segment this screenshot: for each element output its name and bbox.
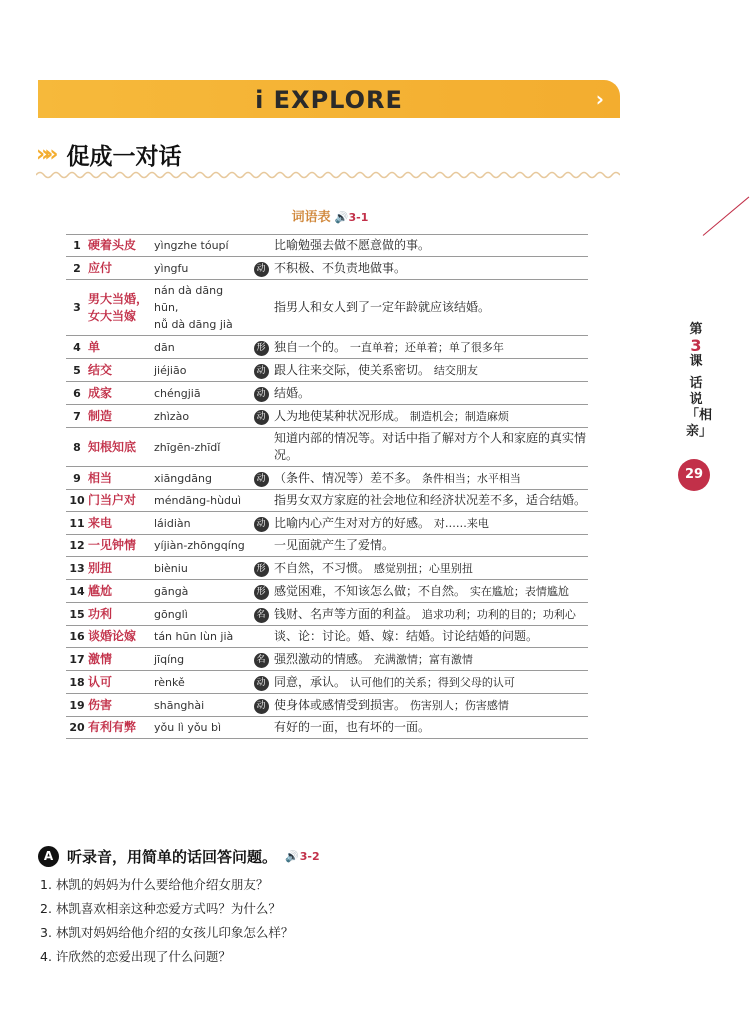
- definition-text: 谈、论：讨论。婚、嫁：结婚。讨论结婚的问题。: [274, 629, 539, 643]
- vocab-row: [66, 382, 588, 405]
- vocab-definition: [274, 359, 588, 382]
- vocab-number: 1: [66, 235, 88, 257]
- vocab-row: [66, 512, 588, 535]
- vocab-pinyin: yìngzhe tóupí: [154, 235, 248, 257]
- section-title: 促成一对话: [66, 143, 182, 170]
- task-instruction: 听录音，用简单的话回答问题。: [67, 848, 278, 866]
- vocab-pos: [248, 535, 274, 557]
- vocab-word: 激情: [88, 648, 154, 671]
- vocab-row: [66, 694, 588, 717]
- banner-arrow-icon[interactable]: ›: [595, 87, 604, 111]
- vocab-number: 5: [66, 359, 88, 382]
- question-list: [40, 875, 293, 971]
- vocab-word: 别扭: [88, 557, 154, 580]
- vocab-definition: [274, 428, 588, 467]
- vocab-row: [66, 580, 588, 603]
- vocab-pos: [248, 580, 274, 603]
- vocab-pos: [248, 467, 274, 490]
- question-item: 1. 林凯的妈妈为什么要给他介绍女朋友？: [40, 877, 269, 892]
- vocab-row: [66, 626, 588, 648]
- vocab-pos: [248, 359, 274, 382]
- definition-text: 同意，承认。: [274, 674, 347, 689]
- definition-text: 感觉困难，不知该怎么做；不自然。: [274, 583, 467, 598]
- vocab-pos: [248, 490, 274, 512]
- definition-text: 结婚。: [274, 385, 311, 400]
- definition-text: 比喻内心产生对对方的好感。: [274, 515, 431, 530]
- vocab-pos: [248, 280, 274, 336]
- vocab-pos: [248, 671, 274, 694]
- vocab-word: 谈婚论嫁: [88, 626, 154, 648]
- vocab-word: 伤害: [88, 694, 154, 717]
- vocab-word: 知根知底: [88, 428, 154, 467]
- vocab-word: 成家: [88, 382, 154, 405]
- definition-text: 不自然，不习惯。: [274, 560, 371, 575]
- definition-text: 跟人往来交际，使关系密切。: [274, 362, 431, 377]
- vocab-pinyin: jiéjiāo: [154, 359, 248, 382]
- vocab-pinyin: méndāng-hùduì: [154, 490, 248, 512]
- task-audio-track[interactable]: 3-2: [299, 850, 320, 863]
- part-of-speech-badge: 动: [254, 364, 269, 379]
- vocab-row: [66, 557, 588, 580]
- vocab-definition: [274, 603, 588, 626]
- vocab-definition: [274, 535, 588, 557]
- definition-text: 知道内部的情况等。对话中指了解对方个人和家庭的真实情况。: [274, 431, 587, 462]
- vocab-number: 18: [66, 671, 88, 694]
- part-of-speech-badge: 动: [254, 676, 269, 691]
- vocab-row: [66, 428, 588, 467]
- part-of-speech-badge: 动: [254, 387, 269, 402]
- banner-title: i EXPLORE: [255, 86, 403, 114]
- vocab-row: [66, 535, 588, 557]
- definition-text: 不积极、不负责地做事。: [274, 260, 407, 275]
- vocab-pos: [248, 717, 274, 739]
- example-text: 制造机会；制造麻烦: [409, 409, 509, 423]
- vocab-definition: [274, 280, 588, 336]
- example-text: 充满激情；富有激情: [373, 652, 473, 666]
- vocab-pos: [248, 512, 274, 535]
- example-text: 结交朋友: [433, 363, 478, 377]
- definition-text: 指男女双方家庭的社会地位和经济状况差不多，适合结婚。: [274, 493, 587, 507]
- vocab-definition: [274, 671, 588, 694]
- vocab-word: 应付: [88, 257, 154, 280]
- task-badge: A: [38, 846, 59, 867]
- lesson-suffix: 课: [689, 354, 703, 369]
- vocab-definition: [274, 580, 588, 603]
- definition-text: 人为地使某种状况形成。: [274, 408, 407, 423]
- vocab-word: 门当户对: [88, 490, 154, 512]
- definition-text: 钱财、名声等方面的利益。: [274, 606, 419, 621]
- vocab-pinyin: zhīgēn-zhīdǐ: [154, 428, 248, 467]
- vocab-pos: [248, 336, 274, 359]
- vocab-pinyin: bièniu: [154, 557, 248, 580]
- question-item: 3. 林凯对妈妈给他介绍的女孩儿印象怎么样？: [40, 925, 294, 940]
- vocab-pinyin: láidiàn: [154, 512, 248, 535]
- vocab-table: [66, 234, 588, 739]
- vocab-definition: [274, 490, 588, 512]
- example-text: 一直单着；还单着；单了很多年: [349, 340, 504, 354]
- vocab-pinyin: yíjiàn-zhōngqíng: [154, 535, 248, 557]
- definition-text: 独自一个的。: [274, 339, 347, 354]
- vocab-pos: [248, 405, 274, 428]
- vocab-word: 认可: [88, 671, 154, 694]
- vocab-definition: [274, 235, 588, 257]
- vocab-definition: [274, 405, 588, 428]
- vocab-pinyin: chéngjiā: [154, 382, 248, 405]
- example-text: 感觉别扭；心里别扭: [373, 561, 473, 575]
- vocab-word: 有利有弊: [88, 717, 154, 739]
- section-header: [36, 137, 181, 171]
- question-item: 2. 林凯喜欢相亲这种恋爱方式吗？为什么？: [40, 901, 281, 916]
- explore-banner: [38, 80, 620, 118]
- vocab-word: 硬着头皮: [88, 235, 154, 257]
- vocab-heading: [0, 206, 660, 225]
- vocab-number: 13: [66, 557, 88, 580]
- lesson-topic: 话说「相亲」: [686, 376, 713, 439]
- part-of-speech-badge: 动: [254, 262, 269, 277]
- vocab-number: 9: [66, 467, 88, 490]
- vocab-pos: [248, 603, 274, 626]
- page-number: 29: [678, 459, 710, 491]
- lesson-number: 3: [690, 336, 702, 355]
- vocab-word: 一见钟情: [88, 535, 154, 557]
- vocab-definition: [274, 467, 588, 490]
- vocab-pos: [248, 257, 274, 280]
- speaker-icon[interactable]: 🔊: [334, 211, 349, 224]
- part-of-speech-badge: 形: [254, 562, 269, 577]
- vocab-pos: [248, 648, 274, 671]
- vocab-definition: [274, 717, 588, 739]
- part-of-speech-badge: 名: [254, 608, 269, 623]
- vocab-number: 7: [66, 405, 88, 428]
- vocab-definition: [274, 382, 588, 405]
- part-of-speech-badge: 动: [254, 472, 269, 487]
- vocab-pinyin: shānghài: [154, 694, 248, 717]
- vocab-row: [66, 280, 588, 336]
- vocab-pos: [248, 235, 274, 257]
- definition-text: 有好的一面，也有坏的一面。: [274, 720, 431, 734]
- vocab-word: 制造: [88, 405, 154, 428]
- vocab-word: 结交: [88, 359, 154, 382]
- vocab-word: 单: [88, 336, 154, 359]
- vocab-pinyin: gōnglì: [154, 603, 248, 626]
- vocab-number: 19: [66, 694, 88, 717]
- vocab-pos: [248, 382, 274, 405]
- vocab-definition: [274, 694, 588, 717]
- vocab-audio-track[interactable]: 3-1: [348, 211, 369, 224]
- vocab-title: 词语表: [291, 210, 331, 225]
- vocab-row: [66, 717, 588, 739]
- example-text: 条件相当；水平相当: [421, 471, 521, 485]
- vocab-pinyin: tán hūn lùn jià: [154, 626, 248, 648]
- vocab-number: 15: [66, 603, 88, 626]
- vocab-number: 3: [66, 280, 88, 336]
- vocab-row: [66, 490, 588, 512]
- example-text: 认可他们的关系；得到父母的认可: [349, 675, 515, 689]
- double-chevron-icon: »»: [36, 141, 53, 167]
- definition-text: 强烈激动的情感。: [274, 651, 371, 666]
- speaker-icon[interactable]: 🔊: [285, 850, 299, 863]
- part-of-speech-badge: 动: [254, 699, 269, 714]
- definition-text: 指男人和女人到了一定年龄就应该结婚。: [274, 300, 491, 314]
- vocab-definition: [274, 257, 588, 280]
- vocab-pinyin: yǒu lì yǒu bì: [154, 717, 248, 739]
- vocab-row: [66, 235, 588, 257]
- lesson-prefix: 第: [689, 322, 703, 337]
- part-of-speech-badge: 形: [254, 585, 269, 600]
- vocab-number: 4: [66, 336, 88, 359]
- vocab-number: 20: [66, 717, 88, 739]
- vocab-word: 功利: [88, 603, 154, 626]
- vocab-pinyin: rènkě: [154, 671, 248, 694]
- vocab-row: [66, 336, 588, 359]
- example-text: 伤害别人；伤害感情: [409, 698, 509, 712]
- vocab-pinyin: xiāngdāng: [154, 467, 248, 490]
- vocab-definition: [274, 336, 588, 359]
- vocab-pos: [248, 557, 274, 580]
- part-of-speech-badge: 形: [254, 341, 269, 356]
- vocab-word: 尴尬: [88, 580, 154, 603]
- vocab-pinyin: zhìzào: [154, 405, 248, 428]
- vocab-number: 12: [66, 535, 88, 557]
- vocab-word: 相当: [88, 467, 154, 490]
- vocab-number: 17: [66, 648, 88, 671]
- vocab-definition: [274, 648, 588, 671]
- task-header: [38, 846, 320, 867]
- vocab-word: 来电: [88, 512, 154, 535]
- lesson-tab: [686, 322, 713, 440]
- example-text: 追求功利；功利的目的；功利心: [421, 607, 576, 621]
- vocab-row: [66, 405, 588, 428]
- vocab-pinyin: yìngfu: [154, 257, 248, 280]
- vocab-row: [66, 648, 588, 671]
- vocab-row: [66, 671, 588, 694]
- vocab-number: 11: [66, 512, 88, 535]
- vocab-pinyin: gāngà: [154, 580, 248, 603]
- vocab-row: [66, 603, 588, 626]
- wavy-divider: [36, 170, 620, 180]
- vocab-row: [66, 359, 588, 382]
- definition-text: 使身体或感情受到损害。: [274, 697, 407, 712]
- vocab-pinyin: dān: [154, 336, 248, 359]
- vocab-word: 男大当婚， 女大当嫁: [88, 280, 154, 336]
- vocab-row: [66, 257, 588, 280]
- part-of-speech-badge: 动: [254, 517, 269, 532]
- vocab-number: 10: [66, 490, 88, 512]
- definition-text: 比喻勉强去做不愿意做的事。: [274, 238, 431, 252]
- vocab-pinyin: nán dà dāng hūn, nǚ dà dāng jià: [154, 280, 248, 336]
- vocab-number: 8: [66, 428, 88, 467]
- part-of-speech-badge: 动: [254, 410, 269, 425]
- definition-text: （条件、情况等）差不多。: [274, 470, 419, 485]
- example-text: 实在尴尬；表情尴尬: [469, 584, 569, 598]
- definition-text: 一见面就产生了爱情。: [274, 538, 395, 552]
- vocab-pos: [248, 428, 274, 467]
- vocab-pos: [248, 694, 274, 717]
- part-of-speech-badge: 名: [254, 653, 269, 668]
- vocab-number: 6: [66, 382, 88, 405]
- sidebar-accent-line: [703, 197, 750, 236]
- vocab-definition: [274, 512, 588, 535]
- vocab-row: [66, 467, 588, 490]
- vocab-definition: [274, 557, 588, 580]
- vocab-pos: [248, 626, 274, 648]
- vocab-number: 16: [66, 626, 88, 648]
- vocab-pinyin: jīqíng: [154, 648, 248, 671]
- example-text: 对……来电: [433, 516, 489, 530]
- question-item: 4. 许欣然的恋爱出现了什么问题？: [40, 949, 231, 964]
- vocab-number: 2: [66, 257, 88, 280]
- vocab-number: 14: [66, 580, 88, 603]
- vocab-definition: [274, 626, 588, 648]
